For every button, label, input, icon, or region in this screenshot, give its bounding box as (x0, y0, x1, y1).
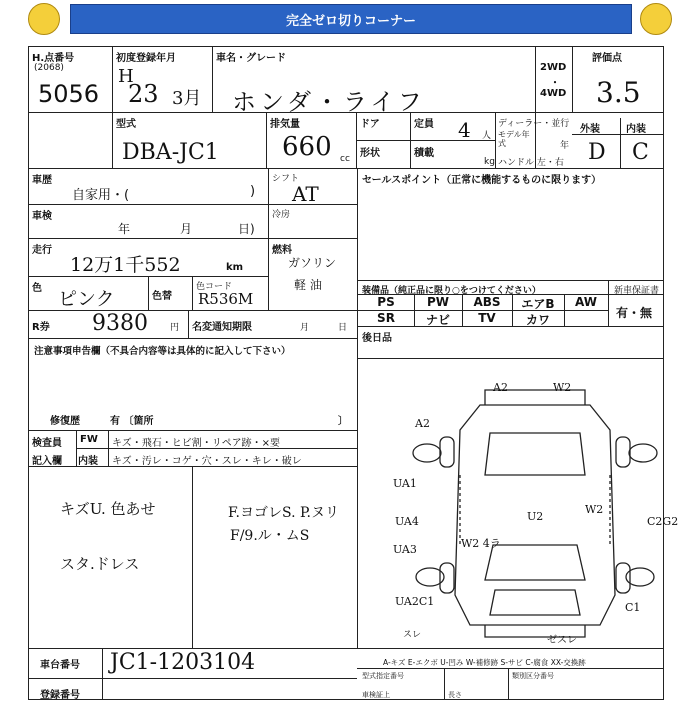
shaken-label: 車検 (32, 211, 52, 222)
reg-month: 3月 (172, 88, 202, 109)
category-close: ) (250, 184, 256, 199)
fuel-gasoline: ガソリン (288, 256, 337, 270)
inspector-interior: 内装 (78, 456, 98, 467)
repair-close: 〕 (338, 416, 348, 427)
color-change-label: 色替 (152, 291, 172, 302)
bottom-a: 型式指定番号 (362, 672, 404, 680)
load-label: 積載 (414, 148, 434, 159)
shape-label: 形状 (360, 148, 380, 159)
mark-c2g2: C2G2 (647, 515, 679, 528)
repair-value: 有 〔箇所 (110, 416, 154, 427)
equip-sr: SR (377, 311, 395, 325)
mark-ua4: UA4 (395, 515, 419, 528)
shaken-year: 年 (118, 222, 131, 236)
equip-label: 装備品（純正品に限り○をつけてください） (362, 286, 541, 296)
color-value: ピンク (58, 288, 115, 310)
dealer-label: ディーラー・並行 (498, 119, 570, 129)
inspector-row2: キズ・汚レ・コゲ・穴・スレ・キレ・破レ (112, 456, 302, 467)
color-label: 色 (32, 283, 42, 294)
mark-c1: C1 (625, 601, 641, 614)
mark-w2-4ra: W2 4ラ (461, 537, 501, 550)
cap-label: 定員 (414, 119, 434, 130)
recycle-value: 9380 (92, 311, 148, 336)
meihen-day: 日 (338, 323, 348, 333)
mark-a2-left: A2 (415, 417, 430, 430)
reg-year: 23 (128, 80, 159, 108)
comment-left-2: スタ.ドレス (60, 555, 140, 573)
back-seat-label: 後日品 (362, 333, 392, 344)
bottom-b: 類別区分番号 (512, 672, 554, 680)
record-label: 記入欄 (32, 456, 62, 467)
inspector-fw: FW (80, 434, 98, 445)
mark-zesure: ゼスレ (547, 635, 577, 645)
equip-aw: AW (575, 295, 597, 309)
equip-leather: カワ (525, 313, 550, 327)
drive-dot: ・ (550, 78, 560, 89)
banner-title: 完全ゼロ切りコーナー (70, 4, 632, 34)
model-year-unit: 年 (560, 141, 570, 151)
repair-label: 修復歴 (50, 416, 80, 427)
meihen-label: 名変通知期限 (192, 322, 252, 333)
chassis-label: 車台番号 (40, 660, 80, 671)
model-year-label: モデル年式 (498, 130, 530, 148)
cc-label: 排気量 (270, 119, 300, 130)
model-value: ホンダ・ライフ (232, 88, 426, 116)
mark-ua2c1: UA2C1 (395, 595, 435, 608)
notes-label: 注意事項申告欄（不具合内容等は具体的に記入して下さい） (34, 346, 291, 357)
model-label: 車名・グレード (216, 53, 286, 64)
cap-value: 4 (458, 118, 471, 142)
lot-sub: (2068) (34, 63, 64, 73)
aircon-label: 冷房 (272, 210, 291, 220)
equip-ps: PS (377, 295, 395, 309)
load-unit: kg (484, 157, 495, 167)
equip-pw: PW (426, 295, 450, 309)
reg-label: 初度登録年月 (116, 53, 176, 64)
inspector-label: 検査員 (32, 438, 62, 449)
chassis-value: JC1-1203104 (110, 650, 256, 675)
handle-label: ハンドル 左・右 (498, 158, 564, 168)
shaken-day: 日) (238, 222, 255, 236)
int-value: C (632, 140, 649, 165)
int-label: 内装 (626, 124, 646, 135)
door-label: ドア (360, 119, 380, 130)
drive-2wd: 2WD (540, 62, 567, 73)
comment-right-1: F.ヨゴレS. P.ヌリ (228, 505, 340, 521)
bottom-c: 車検証上 (362, 691, 390, 699)
inspector-row1: キズ・飛石・ヒビ割・リペア跡・×要 (112, 438, 280, 449)
mascot-icon-right (640, 3, 672, 35)
shift-value: AT (292, 182, 319, 206)
color-code: R536M (198, 290, 254, 308)
lot-number: 5056 (38, 80, 100, 108)
reg-era: H (118, 66, 134, 87)
type-value: DBA-JC1 (122, 140, 219, 165)
warranty-value: 有・無 (616, 306, 653, 320)
mark-w2-right: W2 (585, 503, 604, 516)
mark-a2-top: A2 (493, 381, 508, 394)
mileage-value: 12万1千552 (70, 254, 181, 276)
category-label: 車歴 (32, 175, 52, 186)
drive-4wd: 4WD (540, 88, 567, 99)
equip-abs: ABS (473, 295, 501, 309)
recycle-unit: 円 (170, 323, 180, 333)
lot-label: H.点番号 (32, 53, 75, 64)
fuel-light-oil: 軽 油 (294, 278, 322, 292)
ext-label: 外装 (580, 124, 600, 135)
cap-unit: 人 (482, 131, 492, 141)
grade-label: 評価点 (592, 53, 622, 64)
sales-label: セールスポイント（正常に機能するものに限ります） (362, 175, 602, 186)
type-label: 型式 (116, 119, 136, 130)
mark-u2: U2 (527, 510, 544, 523)
mark-w2-top: W2 (553, 381, 572, 394)
mark-sure: スレ (403, 630, 422, 640)
shift-label: シフト (272, 174, 300, 184)
car-damage-diagram (385, 375, 685, 645)
warranty-label: 新車保証書 (614, 286, 660, 296)
mileage-unit: km (226, 262, 244, 273)
shaken-month: 月 (180, 222, 193, 236)
comment-left-1: キズU. 色あせ (60, 500, 156, 518)
color-code-label: 色コード (196, 282, 233, 292)
mark-ua1: UA1 (393, 477, 417, 490)
register-label: 登録番号 (40, 690, 80, 701)
legend-text: A-キズ E-エクボ U-凹み W-補修跡 S-サビ C-腐食 XX-交換跡 (383, 658, 586, 667)
category-value: 自家用・( (72, 188, 130, 203)
meihen-month: 月 (300, 323, 310, 333)
cc-value: 660 (282, 132, 332, 162)
ext-value: D (588, 140, 606, 165)
equip-tv: TV (478, 311, 496, 325)
cc-unit: cc (340, 154, 350, 164)
mascot-icon-left (28, 3, 60, 35)
equip-airbag: エアB (521, 297, 555, 311)
mileage-label: 走行 (32, 245, 52, 256)
recycle-label: R券 (32, 322, 50, 333)
grade-value: 3.5 (596, 76, 641, 109)
bottom-d: 長さ (448, 691, 462, 699)
equip-navi: ナビ (425, 313, 450, 327)
comment-right-2: F/9.ル・ムS (230, 528, 310, 544)
fuel-label: 燃料 (272, 245, 292, 256)
mark-ua3: UA3 (393, 543, 417, 556)
